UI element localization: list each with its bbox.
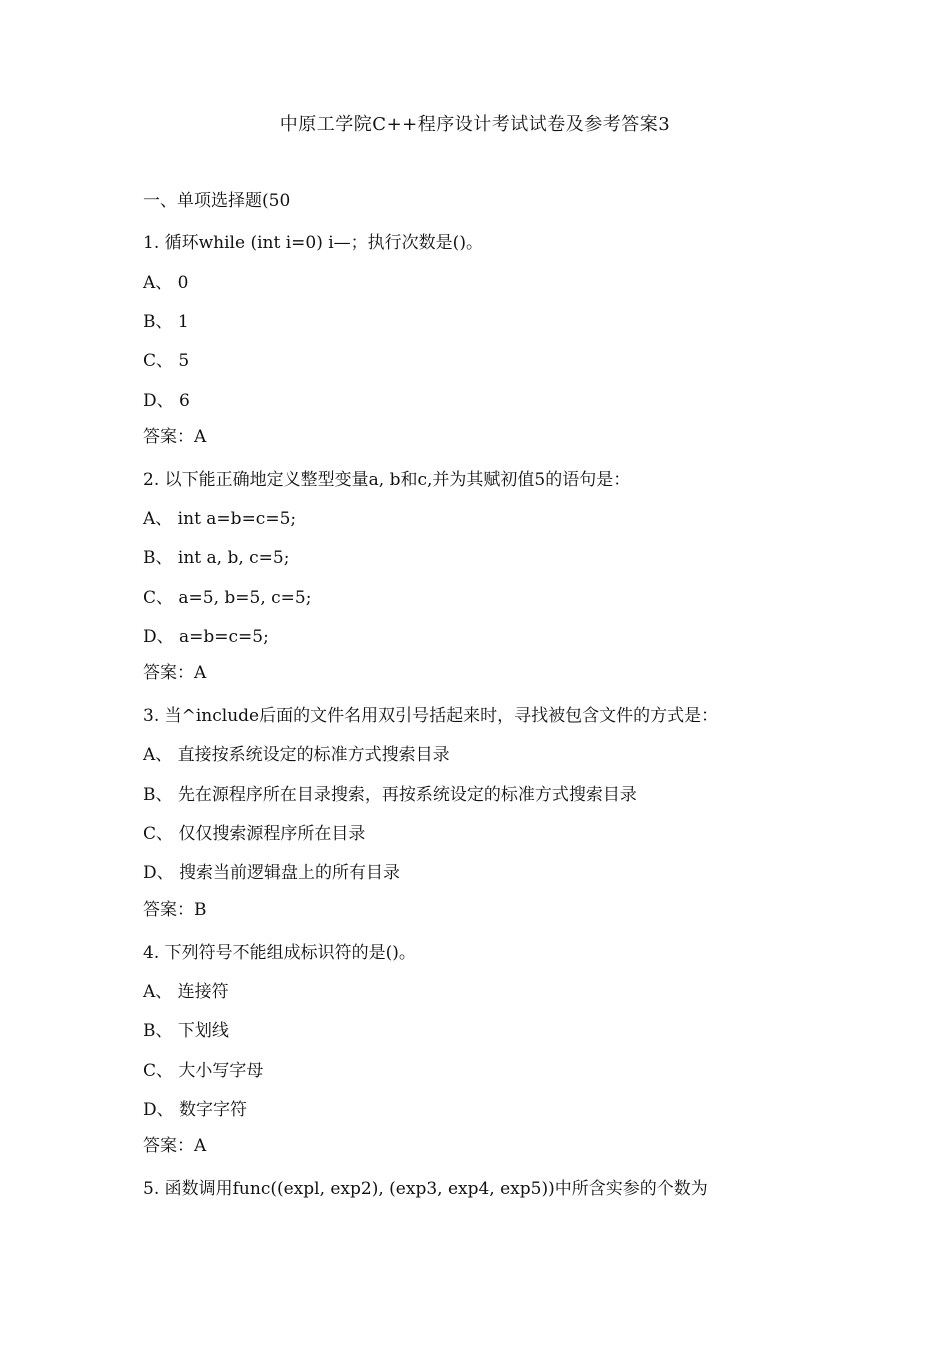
question-1-option-c: C、 5 (143, 351, 190, 371)
question-4-answer: 答案：A (143, 1136, 207, 1156)
question-1-stem: 1. 循环while (int i=0) i—；执行次数是()。 (143, 233, 483, 253)
question-4-option-a: A、 连接符 (143, 982, 229, 1002)
question-3-stem: 3. 当^include后面的文件名用双引号括起来时，寻找被包含文件的方式是： (143, 706, 719, 726)
question-2-option-a: A、 int a=b=c=5; (143, 509, 297, 529)
question-3-option-c: C、 仅仅搜索源程序所在目录 (143, 824, 366, 844)
question-3-option-b: B、 先在源程序所在目录搜索，再按系统设定的标准方式搜索目录 (143, 785, 637, 805)
document-title: 中原工学院C++程序设计考试试卷及参考答案3 (279, 114, 671, 135)
question-1-option-d: D、 6 (143, 391, 190, 411)
question-4-option-d: D、 数字字符 (143, 1100, 248, 1120)
question-1-option-b: B、 1 (143, 312, 189, 332)
question-4-stem: 4. 下列符号不能组成标识符的是()。 (143, 943, 416, 963)
question-1-option-a: A、 0 (143, 273, 189, 293)
question-4-option-b: B、 下划线 (143, 1021, 229, 1041)
question-3-option-a: A、 直接按系统设定的标准方式搜索目录 (143, 745, 450, 765)
question-5-stem: 5. 函数调用func((expl, exp2), (exp3, exp4, exp5))中所含实参的个数为 (143, 1179, 708, 1199)
question-3-option-d: D、 搜索当前逻辑盘上的所有目录 (143, 863, 401, 883)
question-2-answer: 答案：A (143, 663, 207, 683)
question-2-option-d: D、 a=b=c=5; (143, 627, 269, 647)
question-2-option-c: C、 a=5, b=5, c=5; (143, 588, 312, 608)
question-1-answer: 答案：A (143, 427, 207, 447)
section-heading: 一、单项选择题(50 (143, 191, 291, 211)
question-3-answer: 答案：B (143, 900, 207, 920)
question-4-option-c: C、 大小写字母 (143, 1061, 264, 1081)
question-2-stem: 2. 以下能正确地定义整型变量a, b和c,并为其赋初值5的语句是： (143, 470, 631, 490)
question-2-option-b: B、 int a, b, c=5; (143, 548, 290, 568)
